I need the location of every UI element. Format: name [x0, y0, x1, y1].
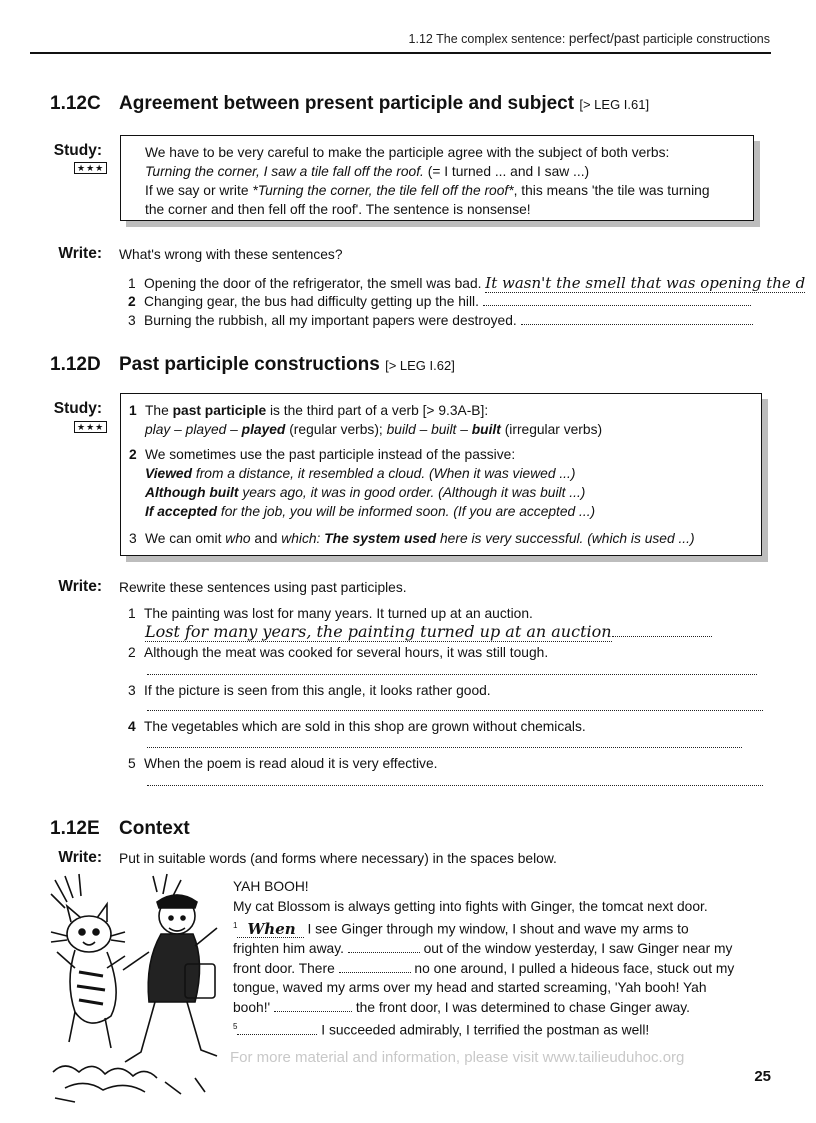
- section-d-ref: [> LEG I.62]: [385, 358, 455, 373]
- ex-regular-pp: played: [241, 422, 286, 437]
- blank-1[interactable]: [237, 919, 303, 938]
- ex-regular-note: (regular verbs);: [285, 422, 387, 437]
- study-c-line3: [145, 181, 753, 200]
- item-number: 4: [128, 719, 136, 734]
- p3-and: and: [250, 531, 282, 546]
- running-title-post: participle constructions: [639, 32, 770, 46]
- item-text: Burning the rubbish, all my important papers were destroyed.: [144, 313, 517, 328]
- story-line-2-rest: I see Ginger through my window, I shout and wave my arms to: [303, 921, 689, 937]
- story-title: YAH BOOH!: [233, 879, 309, 894]
- ex-irregular: build – built –: [386, 422, 472, 437]
- section-c-number: 1.12C: [50, 93, 101, 114]
- difficulty-stars-d: ★★★: [74, 421, 107, 433]
- handwritten-answer: Lost for many years, the painting turned up at an auction: [145, 622, 612, 641]
- exercise-d-item-4: [128, 719, 586, 734]
- p1-post: is the third part of a verb [> 9.3A-B]:: [266, 403, 489, 418]
- p2-text: We sometimes use the past participle instead of the passive:: [145, 447, 516, 462]
- instruction-e: Put in suitable words (and forms where necessary) in the spaces below.: [119, 851, 557, 866]
- section-e-title: Context: [119, 818, 190, 839]
- study-c-line2: [145, 162, 753, 181]
- section-c-ref: [> LEG I.61]: [579, 97, 650, 112]
- ex-regular: play – played –: [145, 422, 242, 437]
- answer-line-d-4[interactable]: [147, 746, 742, 748]
- handwritten-answer[interactable]: It wasn't the smell that was opening the d: [485, 274, 806, 292]
- item-number: 3: [128, 313, 136, 328]
- cat-head: [67, 916, 111, 952]
- point-number: 3: [129, 531, 137, 546]
- blank-number: 1: [233, 921, 238, 930]
- story-line-5: tongue, waved my arms over my head and started screaming, 'Yah booh! Yah: [233, 980, 707, 996]
- study-c-example-note: (= I turned ... and I saw ...): [423, 164, 590, 179]
- write-label-d: Write:: [58, 578, 102, 595]
- item-number: 3: [128, 683, 136, 698]
- story-line-3-pre: frighten him away.: [233, 941, 348, 957]
- answer-line-d-2[interactable]: [147, 673, 757, 675]
- exercise-d-item-2: [128, 645, 548, 660]
- instruction-d: Rewrite these sentences using past participles.: [119, 580, 407, 595]
- study-d-example-2: [129, 483, 761, 502]
- answer-line-rest: [612, 623, 712, 637]
- item-text: Opening the door of the refrigerator, the smell was bad.: [144, 276, 482, 291]
- watermark: For more material and information, please visit www.tailieuduhoc.org: [230, 1049, 685, 1066]
- study-d-point-1-example: [129, 420, 761, 439]
- exercise-c-item-2: [128, 292, 751, 309]
- answer-line-d-5[interactable]: [147, 784, 763, 786]
- study-c-line1: We have to be very careful to make the participle agree with the subject of both verbs:: [145, 145, 670, 160]
- study-d-point-3: [129, 529, 761, 548]
- study-box-d: [120, 393, 762, 556]
- section-d-number: 1.12D: [50, 354, 101, 375]
- story-line-6: [233, 998, 773, 1018]
- item-text: Although the meat was cooked for several hours, it was still tough.: [144, 645, 549, 660]
- running-header: [409, 31, 770, 46]
- answer-line[interactable]: [483, 292, 751, 306]
- difficulty-stars-c: ★★★: [74, 162, 107, 174]
- running-title-bold: perfect/past: [568, 31, 640, 46]
- study-d-point-2: [129, 445, 761, 464]
- ex2-rest: years ago, it was in good order. (Although it was built ...): [238, 485, 586, 500]
- item-text: The vegetables which are sold in this shop are grown without chemicals.: [144, 719, 586, 734]
- ex1-rest: from a distance, it resembled a cloud. (When it was viewed ...): [192, 466, 576, 481]
- handwritten-answer: When: [247, 919, 296, 938]
- study-d-example-3: [129, 502, 761, 521]
- write-label-e: Write:: [58, 849, 102, 866]
- story-line-3: [233, 939, 773, 959]
- section-c-title-text: Agreement between present participle and subject: [119, 93, 575, 114]
- study-c-line4: the corner and then fell off the roof'. The sentence is nonsense!: [145, 202, 531, 217]
- item-text: The painting was lost for many years. It turned up at an auction.: [144, 606, 533, 621]
- story-line-6-pre: booh!': [233, 999, 274, 1015]
- exercise-c-item-3: [128, 311, 753, 328]
- p3-example-bold: The system used: [320, 531, 437, 546]
- study-c-wrong-example: *Turning the corner, the tile fell off the roof*: [252, 183, 514, 198]
- exercise-c-item-1: [128, 274, 805, 292]
- ex3-rest: for the job, you will be informed soon. (If you are accepted ...): [217, 504, 596, 519]
- story-line-1: My cat Blossom is always getting into fights with Ginger, the tomcat next door.: [233, 898, 708, 914]
- item-number: 1: [128, 276, 136, 291]
- ex-irregular-note: (irregular verbs): [500, 422, 603, 437]
- story-text: [233, 877, 773, 1040]
- item-number: 2: [128, 645, 136, 660]
- answer-line-d-3[interactable]: [147, 709, 763, 711]
- write-label-c: Write:: [58, 245, 102, 262]
- section-d-title: [119, 354, 455, 376]
- item-text: Changing gear, the bus had difficulty getting up the hill.: [144, 294, 479, 309]
- instruction-c: What's wrong with these sentences?: [119, 247, 343, 262]
- ex3-bold: If accepted: [145, 504, 218, 519]
- ex2-bold: Although built: [145, 485, 239, 500]
- exercise-d-item-5: [128, 756, 437, 771]
- study-d-point-1: [129, 401, 761, 420]
- blank-4[interactable]: [274, 999, 352, 1012]
- p3-which: which:: [281, 531, 321, 546]
- study-label-c: Study:: [53, 142, 102, 159]
- ex-irregular-pp: built: [471, 422, 501, 437]
- item-text: If the picture is seen from this angle, it looks rather good.: [144, 683, 491, 698]
- point-number: 2: [129, 447, 137, 462]
- section-c-title: [119, 93, 649, 115]
- blank-2[interactable]: [348, 940, 420, 953]
- running-title-pre: 1.12 The complex sentence:: [408, 32, 569, 46]
- cartoon-illustration: [45, 872, 223, 1104]
- blank-3[interactable]: [339, 960, 411, 973]
- p3-pre: We can omit: [145, 531, 226, 546]
- study-d-example-1: [129, 464, 761, 483]
- story-line-3-post: out of the window yesterday, I saw Ginger near my: [419, 941, 733, 957]
- item-number: 2: [128, 294, 136, 309]
- header-rule: [30, 52, 771, 54]
- section-d-title-text: Past participle constructions: [119, 354, 380, 375]
- study-box-c: [120, 135, 754, 221]
- study-label-d: Study:: [53, 400, 102, 417]
- p1-term: past participle: [172, 403, 267, 418]
- section-e-number: 1.12E: [50, 818, 100, 839]
- exercise-d-item-1-answer[interactable]: [145, 622, 757, 642]
- p3-example-rest: here is very successful. (which is used ...): [436, 531, 695, 546]
- exercise-d-item-3: [128, 683, 491, 698]
- page-number: 25: [754, 1068, 771, 1085]
- p3-who: who: [225, 531, 251, 546]
- ex1-bold: Viewed: [145, 466, 193, 481]
- story-line-7: [233, 1017, 773, 1040]
- answer-line[interactable]: [521, 311, 753, 325]
- item-text: When the poem is read aloud it is very effective.: [144, 756, 438, 771]
- item-number: 1: [128, 606, 136, 621]
- item-number: 5: [128, 756, 136, 771]
- p1-pre: The: [145, 403, 173, 418]
- study-c-example: Turning the corner, I saw a tile fall off the roof.: [145, 164, 424, 179]
- study-c-line3-post: , this means 'the tile was turning: [513, 183, 710, 198]
- point-number: 1: [129, 403, 137, 418]
- story-line-2: [233, 916, 773, 939]
- blank-5[interactable]: [237, 1022, 317, 1035]
- story-line-7-post: I succeeded admirably, I terrified the postman as well!: [317, 1022, 650, 1038]
- story-line-4: [233, 959, 773, 979]
- blank-number: 5: [233, 1022, 238, 1032]
- story-line-4-post: no one around, I pulled a hideous face, stuck out my: [410, 960, 735, 976]
- story-line-4-pre: front door. There: [233, 960, 339, 976]
- story-line-6-post: the front door, I was determined to chase Ginger away.: [352, 999, 690, 1015]
- study-c-line3-pre: If we say or write: [145, 183, 253, 198]
- exercise-d-item-1: [128, 606, 533, 621]
